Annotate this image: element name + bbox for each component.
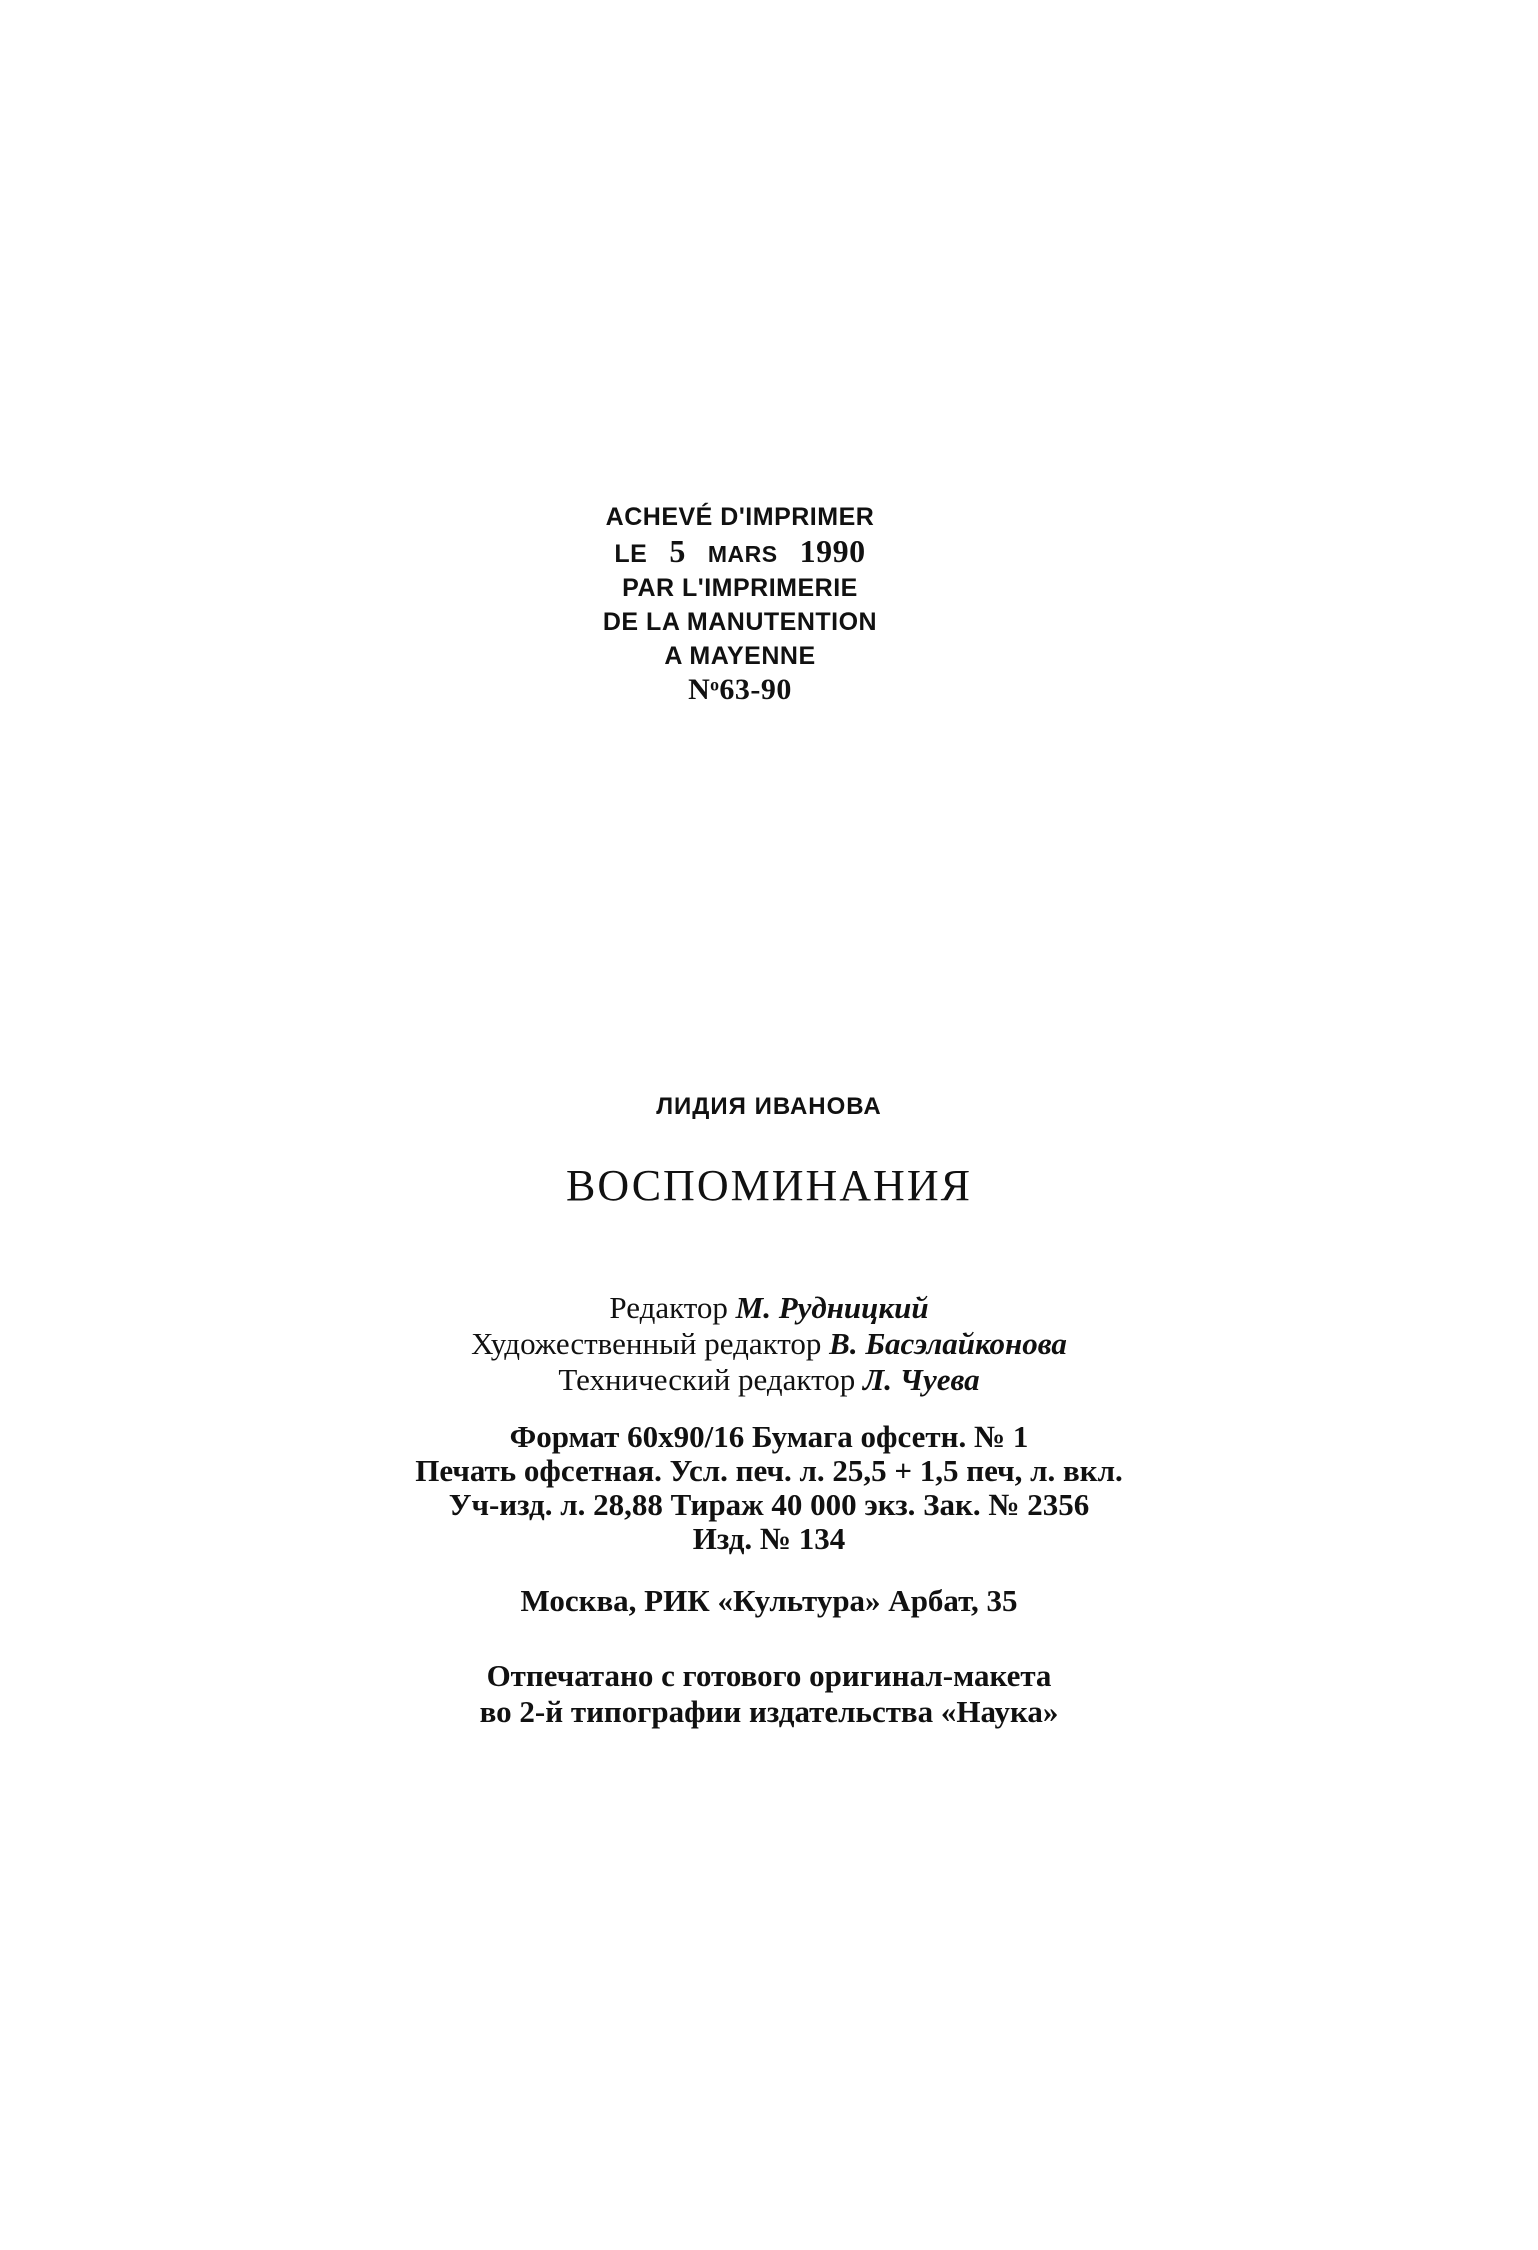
credit-role: Художественный редактор [471, 1326, 822, 1361]
colophon-le: LE [614, 540, 648, 568]
credit-name: В. Басэлайконова [829, 1326, 1067, 1361]
colophon-line-5: A MAYENNE [664, 642, 816, 670]
colophon-year: 1990 [799, 533, 866, 569]
credit-name: М. Рудницкий [735, 1290, 929, 1325]
book-title: ВОСПОМИНАНИЯ [566, 1161, 972, 1210]
editorial-credits [0, 1290, 1538, 1398]
credit-row-editor [0, 1290, 1538, 1326]
book-author: ЛИДИЯ ИВАНОВА [656, 1093, 882, 1120]
credit-role: Технический редактор [558, 1362, 856, 1397]
printer-colophon [540, 500, 940, 707]
spec-printing: Печать офсетная. Усл. печ. л. 25,5 + 1,5 печ, л. вкл. [415, 1453, 1123, 1488]
credit-name: Л. Чуева [862, 1362, 980, 1397]
spec-run: Уч-изд. л. 28,88 Тираж 40 000 экз. Зак. № 2356 [448, 1487, 1090, 1522]
publisher-address: Москва, РИК «Культура» Арбат, 35 [520, 1583, 1018, 1618]
colophon-month: MARS [707, 541, 778, 567]
spec-edition-number: Изд. № 134 [692, 1521, 846, 1556]
colophon-number: Nᵒ63-90 [688, 673, 792, 706]
colophon-date-line [540, 534, 940, 571]
credit-role: Редактор [609, 1290, 728, 1325]
printer-line-2: во 2-й типографии издательства «Наука» [479, 1694, 1059, 1729]
colophon-line-1: ACHEVÉ D'IMPRIMER [605, 503, 875, 531]
spec-format: Формат 60х90/16 Бумага офсетн. № 1 [509, 1419, 1029, 1454]
print-specifications [0, 1420, 1538, 1556]
colophon-line-4: DE LA MANUTENTION [602, 608, 878, 636]
printer-info [0, 1658, 1538, 1730]
credit-row-tech-editor [0, 1362, 1538, 1398]
credit-row-art-editor [0, 1326, 1538, 1362]
colophon-day: 5 [669, 533, 686, 569]
printer-line-1: Отпечатано с готового оригинал-макета [486, 1658, 1052, 1693]
colophon-line-3: PAR L'IMPRIMERIE [622, 574, 858, 602]
